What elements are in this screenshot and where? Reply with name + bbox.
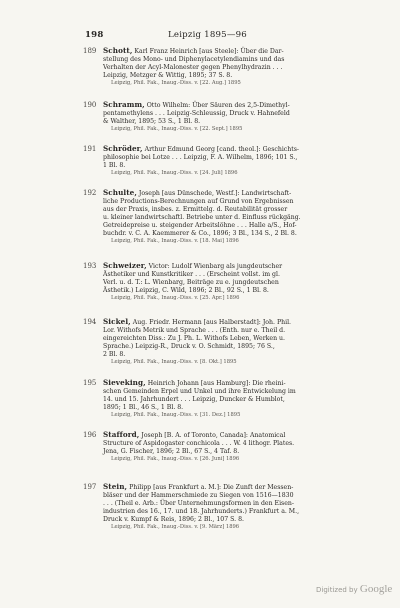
author-surname: Schweizer, bbox=[103, 261, 147, 270]
entry-line: Stafford, Joseph [B. A. of Toronto, Canada]: Anatomical bbox=[103, 430, 286, 439]
page-number: 198 bbox=[85, 30, 104, 40]
running-header bbox=[85, 30, 330, 42]
bibliography-entry bbox=[83, 431, 333, 463]
entry-line: Ästhetiker und Kunstkritiker . . . (Erscheint vollst. im gl. bbox=[103, 271, 280, 278]
author-surname: Schott, bbox=[103, 46, 133, 55]
entry-line: Verhalten der Acyl-Malonester gegen Phenylhydrazin . . . bbox=[103, 64, 283, 71]
entry-line: bläser und der Hammerschmiede zu Siegen von 1516—1830 bbox=[103, 492, 294, 499]
dissertation-note: Leipzig, Phil. Fak., Inaug.-Diss. v. [22. Sept.] 1895 bbox=[111, 126, 243, 132]
digitized-by-google-watermark: Digitized by Google bbox=[316, 583, 393, 595]
entry-line: Getreidepreise u. steigender Arbeitslöhne . . . Halle a/S., Hof- bbox=[103, 222, 297, 229]
entry-body bbox=[103, 47, 333, 87]
entry-number: 192 bbox=[83, 189, 97, 197]
entry-line: Sickel, Aug. Friedr. Hermann [aus Halberstadt]: Joh. Phil. bbox=[103, 317, 292, 326]
entry-body bbox=[103, 431, 333, 463]
entry-line: Structure of Aspidogaster conchicola . . . W. 4 lithogr. Plates. bbox=[103, 440, 295, 447]
entry-line: philosophie bei Lotze . . . Leipzig, F. A. Wilhelm, 1896; 101 S., bbox=[103, 154, 298, 161]
entry-body bbox=[103, 379, 333, 419]
entry-line: 1 Bl. 8. bbox=[103, 162, 126, 169]
entry-line: Jena, G. Fischer, 1896; 2 Bl., 67 S., 4 Taf. 8. bbox=[103, 448, 240, 455]
entry-line: Druck v. Kumpf & Reis, 1896; 2 Bl., 107 S. 8. bbox=[103, 516, 244, 523]
bibliography-entry bbox=[83, 145, 333, 177]
entry-line: aus der Praxis, insbes. z. Ermittelg. d. Reutabilität grosser bbox=[103, 206, 288, 213]
entry-line: pentamethylens . . . Leipzig-Schleussig, Druck v. Hahnefeld bbox=[103, 110, 290, 117]
bibliography-entry bbox=[83, 318, 333, 366]
entry-line: Ästhetik.) Leipzig, C. Wild, 1896; 2 Bl., 92 S., 1 Bl. 8. bbox=[103, 287, 269, 294]
entry-body bbox=[103, 101, 333, 133]
author-surname: Stafford, bbox=[103, 430, 140, 439]
entry-number: 190 bbox=[83, 101, 97, 109]
entry-number: 189 bbox=[83, 47, 97, 55]
entry-line: Schweizer, Victor: Ludolf Wienbarg als jungdeutscher bbox=[103, 261, 283, 270]
entry-line: Schott, Karl Franz Heinrich [aus Steele]: Über die Dar- bbox=[103, 46, 284, 55]
entry-number: 197 bbox=[83, 483, 97, 491]
entry-line: Verl. u. d. T.: L. Wienbarg, Beiträge zu e. jungdeutschen bbox=[103, 279, 279, 286]
dissertation-note: Leipzig, Phil. Fak., Inaug.-Diss. v. [8. Okt.] 1895 bbox=[111, 359, 237, 365]
entry-number: 195 bbox=[83, 379, 97, 387]
author-surname: Sieveking, bbox=[103, 378, 146, 387]
bibliography-entry bbox=[83, 101, 333, 133]
entry-line: Schröder, Arthur Edmund Georg [cand. theol.]: Geschichts- bbox=[103, 144, 300, 153]
entry-number: 193 bbox=[83, 262, 97, 270]
dissertation-note: Leipzig, Phil. Fak., Inaug.-Diss. v. [9. März] 1896 bbox=[111, 524, 240, 530]
entry-line: Lor. Withofs Metrik und Sprache . . . (Enth. nur e. Theil d. bbox=[103, 327, 286, 334]
author-surname: Schramm, bbox=[103, 100, 145, 109]
bibliography-entry bbox=[83, 483, 333, 531]
entry-line: eingereichten Diss.: Zu J. Ph. L. Withofs Leben, Werken u. bbox=[103, 335, 285, 342]
entry-body bbox=[103, 318, 333, 366]
author-surname: Stein, bbox=[103, 482, 128, 491]
entry-body bbox=[103, 145, 333, 177]
entry-line: stellung des Mono- und Diphenylacetylendiamins und das bbox=[103, 56, 285, 63]
entry-number: 196 bbox=[83, 431, 97, 439]
author-surname: Sickel, bbox=[103, 317, 131, 326]
entry-line: 14. und 15. Jahrhundert . . . Leipzig, Duncker & Humblot, bbox=[103, 396, 285, 403]
entry-number: 191 bbox=[83, 145, 97, 153]
entry-line: Leipzig, Metzger & Wittig, 1895; 37 S. 8. bbox=[103, 72, 233, 79]
bibliography-entry bbox=[83, 262, 333, 302]
dissertation-note: Leipzig, Phil. Fak., Inaug.-Diss. v. [24. Juli] 1896 bbox=[111, 170, 238, 176]
entry-line: Schramm, Otto Wilhelm: Über Säuren des 2,5-Dimethyl- bbox=[103, 100, 290, 109]
entry-line: industrien des 16., 17. und 18. Jahrhunderts.) Frankfurt a. M., bbox=[103, 508, 300, 515]
entry-line: Sprache.) Leipzig-R., Druck v. O. Schmidt, 1895; 76 S., bbox=[103, 343, 275, 350]
entry-line: schen Gemeinden Erpel und Unkel und ihre Entwickelung im bbox=[103, 388, 296, 395]
entry-body bbox=[103, 262, 333, 302]
entry-line: u. kleiner landwirtschaftl. Betriebe unter d. Einfluss rückgäng. bbox=[103, 214, 301, 221]
entry-line: buchdr. v. C. A. Kaemmerer & Co., 1896; 3 Bl., 134 S., 2 Bl. 8. bbox=[103, 230, 297, 237]
bibliography-entry bbox=[83, 47, 333, 87]
entry-number: 194 bbox=[83, 318, 97, 326]
entry-line: Sieveking, Heinrich Johann [aus Hamburg]: Die rheini- bbox=[103, 378, 286, 387]
entry-line: liche Productions-Berechnungen auf Grund von Ergebnissen bbox=[103, 198, 294, 205]
entry-body bbox=[103, 483, 333, 531]
running-title: Leipzig 1895—96 bbox=[168, 30, 247, 40]
author-surname: Schröder, bbox=[103, 144, 143, 153]
entry-line: & Walther, 1895; 53 S., 1 Bl. 8. bbox=[103, 118, 201, 125]
entry-line: Stein, Philipp [aus Frankfurt a. M.]: Die Zunft der Messen- bbox=[103, 482, 294, 491]
dissertation-note: Leipzig, Phil. Fak., Inaug.-Diss. v. [31. Dez.] 1895 bbox=[111, 412, 241, 418]
entry-line: . . . (Theil e. Arb.: Über Unternehmungsformen in den Eisen- bbox=[103, 500, 294, 507]
bibliography-entry bbox=[83, 189, 333, 245]
bibliography-entry bbox=[83, 379, 333, 419]
entry-line: Schulte, Joseph [aus Dünschede, Westf.]: Landwirtschaft- bbox=[103, 188, 292, 197]
entry-line: 2 Bl. 8. bbox=[103, 351, 126, 358]
author-surname: Schulte, bbox=[103, 188, 137, 197]
dissertation-note: Leipzig, Phil. Fak., Inaug.-Diss. v. [18. Mai] 1896 bbox=[111, 238, 239, 244]
entry-body bbox=[103, 189, 333, 245]
entry-line: 1895; 1 Bl., 46 S., 1 Bl. 8. bbox=[103, 404, 184, 411]
dissertation-note: Leipzig, Phil. Fak., Inaug.-Diss. v. [25. Apr.] 1896 bbox=[111, 295, 240, 301]
dissertation-note: Leipzig, Phil. Fak., Inaug.-Diss. v. [26. Juni] 1896 bbox=[111, 456, 240, 462]
dissertation-note: Leipzig, Phil. Fak., Inaug.-Diss. v. [22. Aug.] 1895 bbox=[111, 80, 241, 86]
